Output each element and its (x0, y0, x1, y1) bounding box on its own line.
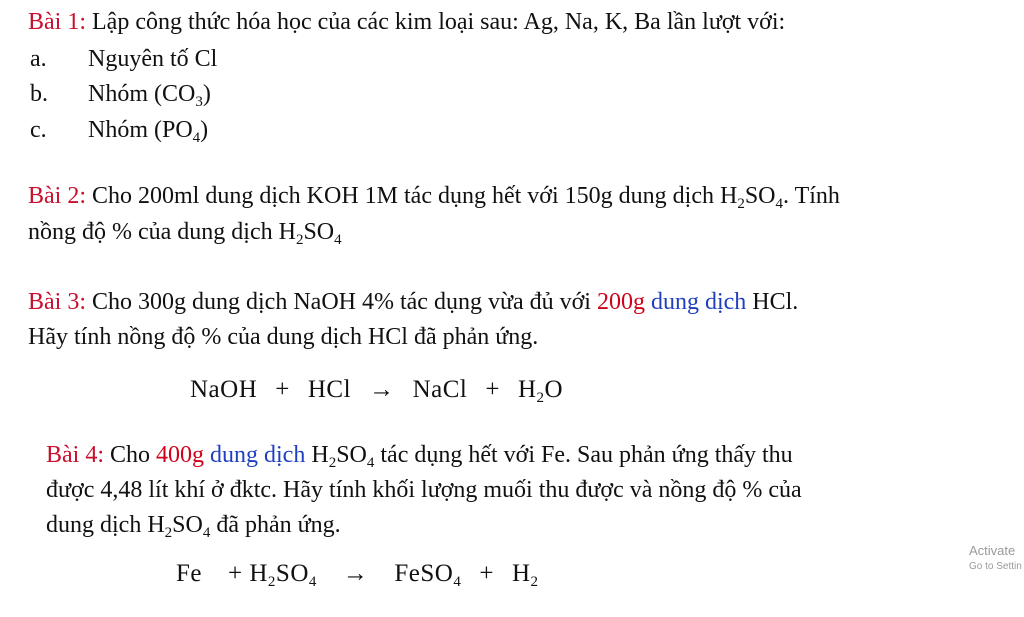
text-run: HCl. (746, 289, 799, 315)
text-run: dung dịch H (46, 512, 165, 538)
bai4-label: Bài 4: (46, 442, 104, 468)
subscript: 4 (202, 525, 211, 541)
eq-reactant: SO (275, 560, 309, 587)
text-run: Cho 300g dung dịch NaOH 4% tác dụng vừa đủ với (86, 289, 597, 315)
eq-plus: + (275, 376, 290, 403)
eq-reactant: NaOH (190, 376, 258, 403)
text-run: SO (172, 512, 203, 538)
item-tail: ) (200, 117, 209, 143)
arrow-icon: → (342, 560, 369, 587)
subscript: 2 (530, 574, 539, 590)
subscript: 4 (334, 232, 342, 248)
text-run: tác dụng hết với Fe. Sau phản ứng thấy thu (374, 442, 793, 468)
bai4-line3 (46, 511, 341, 539)
item-text: Nhóm (PO (88, 117, 193, 143)
eq-product: H (511, 560, 531, 587)
eq-product: NaCl (412, 376, 468, 403)
text-run: nồng độ % của dung dịch H (28, 219, 296, 245)
subscript: 2 (164, 525, 173, 541)
bai4-line2: được 4,48 lít khí ở đktc. Hãy tính khối lượng muối thu được và nồng độ % của (46, 477, 802, 503)
highlight-blue: dung dịch (204, 442, 306, 468)
subscript: 4 (453, 574, 462, 590)
highlight-red: 400g (156, 442, 205, 468)
bai1-label: Bài 1: (28, 9, 86, 35)
item-tail: ) (202, 81, 211, 107)
highlight-red: 200g (596, 289, 645, 315)
bai1-text: Lập công thức hóa học của các kim loại sau: Ag, Na, K, Ba lần lượt với: (86, 9, 786, 35)
subscript: 4 (308, 574, 317, 590)
text-run: Cho (104, 442, 157, 468)
bai1-item-b (30, 80, 211, 108)
item-letter: a. (30, 46, 47, 72)
subscript: 2 (267, 574, 276, 590)
settings-watermark: Go to Settin (969, 561, 1022, 572)
subscript: 2 (328, 455, 337, 471)
eq-reactant: H (249, 560, 268, 587)
text-run: Cho 200ml dung dịch KOH 1M tác dụng hết với 150g dung dịch H (86, 183, 738, 209)
subscript: 2 (295, 232, 304, 248)
eq-reactant: HCl (307, 376, 352, 403)
subscript: 2 (536, 390, 545, 406)
bai1-heading (28, 8, 785, 36)
item-letter: b. (30, 81, 48, 107)
bai3-line1 (28, 288, 798, 316)
bai2-line2 (28, 218, 342, 246)
eq-reactant: Fe (176, 560, 202, 587)
arrow-icon: → (369, 376, 395, 403)
text-run: H (305, 442, 329, 468)
subscript: 4 (366, 455, 375, 471)
eq-plus: + (228, 560, 243, 587)
bai4-equation (176, 560, 539, 588)
item-subscript: 3 (195, 94, 203, 110)
highlight-blue: dung dịch (644, 289, 747, 315)
eq-product: O (544, 376, 564, 403)
bai4-line1 (46, 441, 793, 469)
text-run: SO (303, 219, 335, 245)
text-run: đã phản ứng. (210, 512, 341, 538)
eq-plus: + (485, 376, 500, 403)
item-text: Nguyên tố Cl (88, 46, 218, 72)
text-run: . Tính (783, 183, 840, 209)
bai3-label: Bài 3: (28, 289, 86, 315)
text-run: SO (744, 183, 776, 209)
item-subscript: 4 (192, 130, 201, 146)
subscript: 2 (737, 196, 745, 212)
bai1-item-a (30, 45, 217, 73)
activate-watermark: Activate (969, 543, 1016, 558)
bai2-line1 (28, 182, 840, 210)
bai1-item-c (30, 116, 208, 144)
text-run: SO (336, 442, 367, 468)
eq-plus: + (479, 560, 494, 587)
eq-product: H (517, 376, 537, 403)
bai3-line2: Hãy tính nồng độ % của dung dịch HCl đã phản ứng. (28, 324, 539, 350)
subscript: 4 (775, 196, 783, 212)
item-text: Nhóm (CO (88, 81, 196, 107)
bai3-equation (190, 376, 563, 404)
eq-product: FeSO (394, 560, 454, 587)
item-letter: c. (30, 117, 47, 143)
bai2-label: Bài 2: (28, 183, 86, 209)
